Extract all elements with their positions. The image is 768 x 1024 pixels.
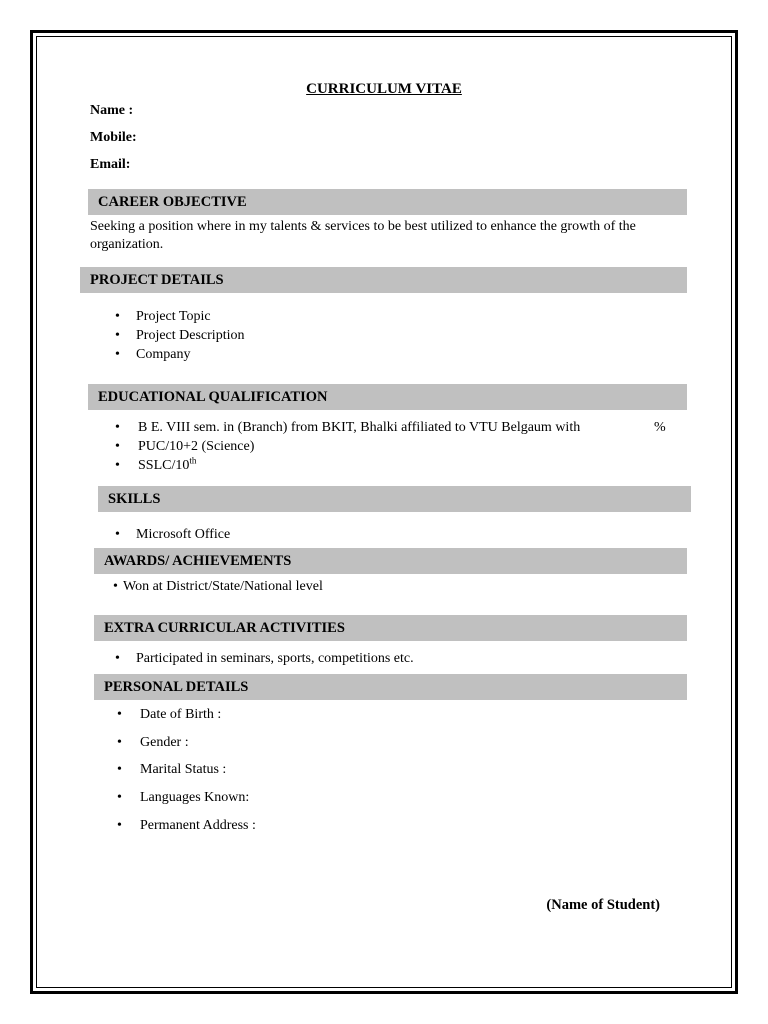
list-item: B E. VIII sem. in (Branch) from BKIT, Bhalki affiliated to VTU Belgaum with [138, 420, 581, 435]
career-objective-line-2: organization. [90, 237, 164, 252]
sslc-label: SSLC/10 [138, 458, 190, 473]
bullet-icon: • [115, 420, 120, 435]
project-details-heading: PROJECT DETAILS [90, 272, 224, 288]
bullet-icon: • [115, 527, 120, 542]
list-item: Microsoft Office [136, 527, 231, 542]
education-heading: EDUCATIONAL QUALIFICATION [98, 389, 328, 405]
career-objective-line-1: Seeking a position where in my talents & services to be best utilized to enhance the growth of the [90, 219, 636, 234]
page-border-inner [36, 36, 732, 988]
extra-curricular-heading: EXTRA CURRICULAR ACTIVITIES [104, 620, 345, 636]
extra-curricular-header [94, 615, 687, 641]
list-item [138, 455, 197, 474]
percent-sign: % [654, 420, 666, 435]
list-item: Languages Known: [140, 790, 250, 805]
list-item: Marital Status : [140, 762, 227, 777]
bullet-icon: • [115, 439, 120, 454]
list-item: Won at District/State/National level [123, 579, 323, 594]
bullet-icon: • [115, 458, 120, 473]
awards-heading: AWARDS/ ACHIEVEMENTS [104, 553, 292, 569]
bullet-icon: • [115, 651, 120, 666]
name-field: Name : [90, 103, 134, 118]
list-item: Gender : [140, 735, 189, 750]
personal-details-header [94, 674, 687, 700]
awards-header [94, 548, 687, 574]
list-item: Permanent Address : [140, 818, 256, 833]
bullet-icon: • [113, 579, 118, 594]
bullet-icon: • [115, 347, 120, 362]
personal-details-heading: PERSONAL DETAILS [104, 679, 249, 695]
sslc-superscript: th [189, 455, 197, 466]
bullet-icon: • [117, 762, 122, 777]
career-objective-header [88, 189, 687, 215]
list-item: Project Topic [136, 309, 211, 324]
list-item: PUC/10+2 (Science) [138, 439, 255, 454]
skills-heading: SKILLS [108, 491, 161, 507]
bullet-icon: • [117, 790, 122, 805]
education-header [88, 384, 687, 410]
list-item: Project Description [136, 328, 245, 343]
mobile-field: Mobile: [90, 130, 137, 145]
student-signature-name: (Name of Student) [546, 897, 660, 913]
bullet-icon: • [115, 309, 120, 324]
bullet-icon: • [117, 818, 122, 833]
project-details-header [80, 267, 687, 293]
list-item: Date of Birth : [140, 707, 222, 722]
list-item: Company [136, 347, 191, 362]
skills-header [98, 486, 691, 512]
career-objective-heading: CAREER OBJECTIVE [98, 194, 247, 210]
email-field: Email: [90, 157, 131, 172]
document-title: CURRICULUM VITAE [306, 81, 462, 97]
bullet-icon: • [117, 735, 122, 750]
bullet-icon: • [115, 328, 120, 343]
bullet-icon: • [117, 707, 122, 722]
list-item: Participated in seminars, sports, competitions etc. [136, 651, 414, 666]
